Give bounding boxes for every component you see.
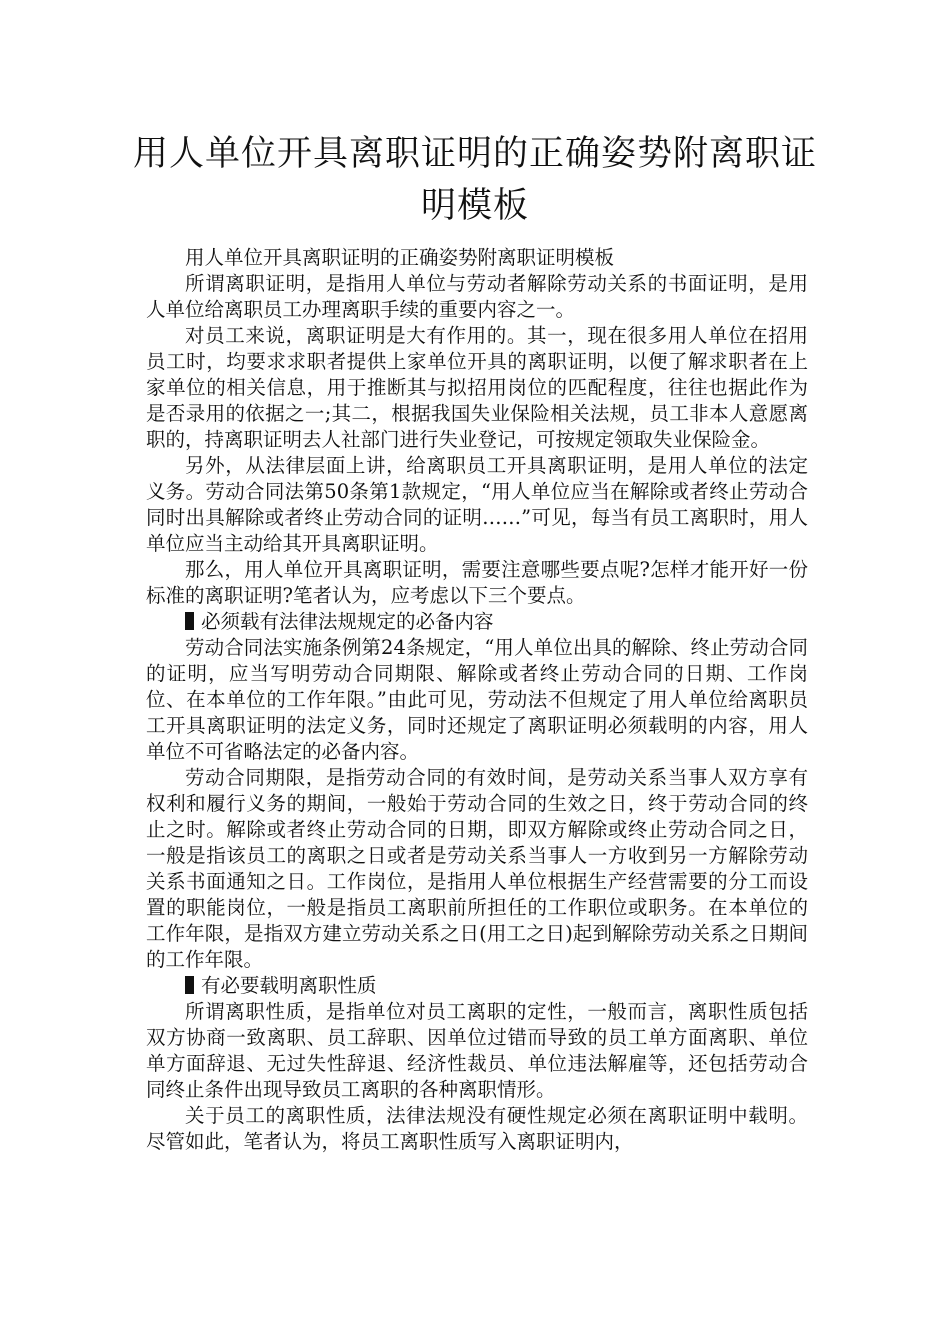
section-2-heading-text: 有必要载明离职性质 (201, 974, 377, 997)
section-1-paragraph-2: 劳动合同期限，是指劳动合同的有效时间，是劳动关系当事人双方享有权利和履行义务的期间，一般始于劳动合同的生效之日，终于劳动合同的终止之时。解除或者终止劳动合同的日期，即双方解除或终止劳动合同之日，一般是指该员工的离职之日或者是劳动关系当事人一方收到另一方解除劳动关系书面通知之日。工作岗位，是指用人单位根据生产经营需要的分工而设置的职能岗位，一般是指员工离职前所担任的工作职位或职务。在本单位的工作年限，是指双方建立劳动关系之日(用工之日)起到解除劳动关系之日期间的工作年限。 (146, 766, 808, 971)
document-title: 用人单位开具离职证明的正确姿势附离职证明模板 (132, 134, 817, 226)
intro-paragraph-3: 另外，从法律层面上讲，给离职员工开具离职证明，是用人单位的法定义务。劳动合同法第50条第1款规定，“用人单位应当在解除或者终止劳动合同时出具解除或者终止劳动合同的证明……”可见，每当有员工离职时，用人单位应当主动给其开具离职证明。 (146, 454, 808, 555)
section-2-paragraph-2: 关于员工的离职性质，法律法规没有硬性规定必须在离职证明中载明。尽管如此，笔者认为，将员工离职性质写入离职证明内， (146, 1104, 808, 1153)
intro-paragraph-2: 对员工来说，离职证明是大有作用的。其一，现在很多用人单位在招用员工时，均要求求职者提供上家单位开具的离职证明，以便了解求职者在上家单位的相关信息，用于推断其与拟招用岗位的匹配程度，往往也据此作为是否录用的依据之一;其二，根据我国失业保险相关法规，员工非本人意愿离职的，持离职证明去人社部门进行失业登记，可按规定领取失业保险金。 (146, 324, 808, 451)
section-marker-icon (185, 976, 194, 994)
section-1-heading (146, 609, 808, 635)
section-2-paragraph-1: 所谓离职性质，是指单位对员工离职的定性，一般而言，离职性质包括双方协商一致离职、员工辞职、因单位过错而导致的员工单方面离职、单位单方面辞退、无过失性辞退、经济性裁员、单位违法解雇等，还包括劳动合同终止条件出现导致员工离职的各种离职情形。 (146, 1000, 808, 1101)
document-body (146, 245, 808, 1155)
intro-paragraph-4: 那么，用人单位开具离职证明，需要注意哪些要点呢?怎样才能开好一份标准的离职证明?笔者认为，应考虑以下三个要点。 (146, 558, 808, 607)
intro-paragraph-1: 所谓离职证明，是指用人单位与劳动者解除劳动关系的书面证明，是用人单位给离职员工办理离职手续的重要内容之一。 (146, 272, 808, 321)
section-2-heading (146, 973, 808, 999)
section-marker-icon (185, 612, 194, 630)
section-1-paragraph-1: 劳动合同法实施条例第24条规定，“用人单位出具的解除、终止劳动合同的证明，应当写明劳动合同期限、解除或者终止劳动合同的日期、工作岗位、在本单位的工作年限。”由此可见，劳动法不但规定了用人单位给离职员工开具离职证明的法定义务，同时还规定了离职证明必须载明的内容，用人单位不可省略法定的必备内容。 (146, 636, 808, 763)
document-subtitle: 用人单位开具离职证明的正确姿势附离职证明模板 (185, 246, 615, 269)
section-1-heading-text: 必须载有法律法规规定的必备内容 (201, 610, 494, 633)
